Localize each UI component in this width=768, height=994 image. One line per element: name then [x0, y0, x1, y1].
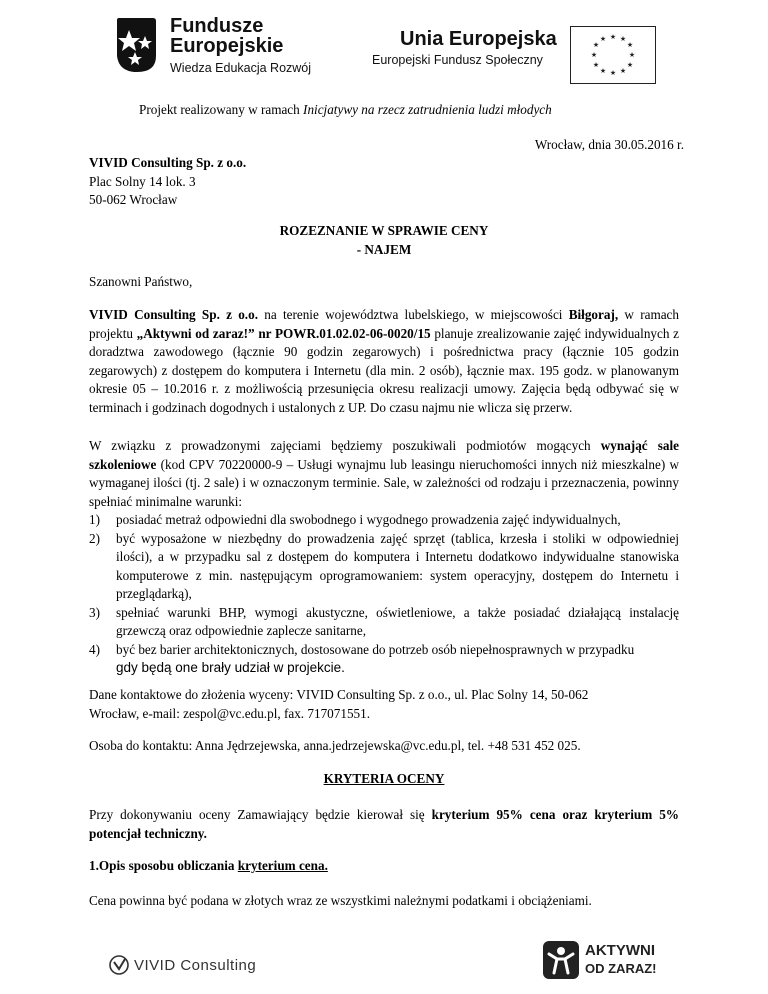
list-item-number: 1) [89, 512, 100, 527]
project-prefix: Projekt realizowany w ramach [139, 102, 304, 117]
eu-subtitle: Europejski Fundusz Społeczny [372, 53, 543, 67]
eu-title: Unia Europejska [400, 28, 557, 50]
intro-text-2: w ramach projektu [89, 307, 679, 341]
svg-text:★: ★ [599, 67, 607, 75]
criteria-paragraph [89, 806, 679, 843]
list-item [89, 530, 679, 604]
aktywni-figure-icon [542, 940, 580, 980]
criteria-text: Przy dokonywaniu oceny Zamawiający będzie kierował się [89, 807, 432, 822]
list-item-text: spełniać warunki BHP, wymogi akustyczne, oświetleniowe, a także posiadać działającą instalację grzewczą oraz odpowiednie zaplecze sanitarne, [116, 604, 679, 638]
price-criterion-prefix: 1.Opis sposobu obliczania [89, 858, 238, 873]
requirements-paragraph [89, 437, 679, 511]
criteria-weights: kryterium 95% cena oraz kryterium 5% potencjał techniczny. [89, 807, 679, 841]
document-title [89, 222, 679, 259]
svg-text:★: ★ [592, 61, 600, 69]
list-item [89, 641, 679, 678]
criteria-heading-text: KRYTERIA OCENY [323, 771, 445, 786]
intro-project-name: „Aktywni od zaraz!” nr POWR.01.02.02-06-0020/15 [136, 325, 431, 341]
svg-text:★: ★ [590, 51, 598, 59]
contact-block [89, 686, 588, 723]
title-line1: ROZEZNANIE W SPRAWIE CENY [279, 223, 489, 238]
list-item-text: posiadać metraż odpowiedni dla swobodnego i wygodnego prowadzenia zajęć indywidualnych, [116, 512, 621, 527]
list-item-tail: gdy będą one brały udział w projekcie. [116, 660, 345, 675]
price-note: Cena powinna być podana w złotych wraz ze wszystkimi należnymi podatkami i obciążeniami. [89, 893, 592, 908]
eu-logo [372, 28, 660, 88]
requirements-section [89, 437, 679, 678]
vivid-logo-text: VIVID Consulting [134, 957, 257, 974]
fe-logo-line1: Fundusze [170, 15, 264, 37]
project-line [139, 101, 552, 120]
contact-line1: Dane kontaktowe do złożenia wyceny: VIVID Consulting Sp. z o.o., ul. Plac Solny 14, 50-062 [89, 687, 589, 702]
intro-paragraph [89, 306, 679, 417]
list-item-text: być bez barier architektonicznych, dostosowane do potrzeb osób niepełnosprawnych w przypadku [116, 641, 635, 657]
svg-text:★: ★ [619, 35, 627, 43]
project-initiative: Inicjatywy na rzecz zatrudnienia ludzi młodych [303, 102, 552, 117]
intro-company: VIVID Consulting Sp. z o.o. [89, 307, 258, 322]
list-item [89, 604, 679, 641]
req-text-2: (kod CPV 70220000-9 – Usługi wynajmu lub leasingu nieruchomości innych niż mieszkalne) w wymaganej ilości (tj. 2 sale) i w oznaczonym terminie. Sale, w zależności od rodzaju i przeznaczenia, powinny spełniać minimalne warunki: [89, 456, 679, 509]
sender-company: VIVID Consulting Sp. z o.o. [89, 155, 247, 170]
sender-city: 50-062 Wrocław [89, 192, 178, 207]
svg-text:★: ★ [628, 51, 636, 59]
aktywni-od-zaraz-logo [542, 938, 662, 982]
contact-person: Osoba do kontaktu: Anna Jędrzejewska, anna.jedrzejewska@vc.edu.pl, tel. +48 531 452 025. [89, 738, 581, 753]
svg-text:★: ★ [619, 67, 627, 75]
eu-flag-icon [570, 26, 656, 84]
list-item-number: 4) [89, 641, 100, 657]
contact-line2: Wrocław, e-mail: zespol@vc.edu.pl, fax. 717071551. [89, 705, 371, 721]
svg-text:★: ★ [592, 41, 600, 49]
aktywni-line2: OD ZARAZ! [585, 961, 657, 976]
list-item [89, 511, 679, 530]
price-criterion-underlined: kryterium cena. [237, 858, 328, 873]
price-criterion-heading [89, 857, 328, 876]
req-text-1: W związku z prowadzonymi zajęciami będziemy poszukiwali podmiotów mogących [89, 438, 601, 453]
list-item-number: 3) [89, 604, 100, 620]
sender-street: Plac Solny 14 lok. 3 [89, 173, 196, 189]
svg-text:★: ★ [609, 69, 617, 77]
aktywni-line1: AKTYWNI [585, 942, 655, 959]
sender-block [89, 154, 246, 210]
svg-text:★: ★ [609, 33, 617, 41]
title-line2: - NAJEM [356, 241, 412, 257]
req-rent-rooms: wynająć sale szkoleniowe [89, 438, 679, 472]
fe-star-icon [115, 16, 160, 74]
vivid-consulting-logo [108, 954, 293, 976]
intro-text-1: na terenie województwa lubelskiego, w miejscowości [258, 307, 569, 322]
fe-logo-line2: Europejskie [170, 35, 284, 57]
svg-text:★: ★ [626, 61, 634, 69]
fundusze-europejskie-logo [115, 14, 335, 84]
svg-text:★: ★ [626, 41, 634, 49]
svg-text:★: ★ [599, 35, 607, 43]
list-item-number: 2) [89, 530, 100, 546]
greeting: Szanowni Państwo, [89, 274, 193, 289]
fe-logo-subtitle: Wiedza Edukacja Rozwój [170, 61, 312, 75]
intro-location: Biłgoraj, [568, 307, 619, 322]
criteria-heading [89, 770, 679, 789]
list-item-text: być wyposażone w niezbędny do prowadzenia zajęć sprzęt (tablica, krzesła i stoliki w odpowiedniej ilości), a w przypadku sal z dostępem do komputera i Internetu dodatkowo indywidualne stanowiska komputerowe z min. następującym oprogramowaniem: system operacyjny, dostępem do Internetu i przeglądarką), [116, 530, 679, 601]
requirements-list [89, 511, 679, 678]
date-line: Wrocław, dnia 30.05.2016 r. [534, 137, 684, 152]
intro-text-3: planuje zrealizowanie zajęć indywidualnych z doradztwa zawodowego (łącznie 90 godzin zegarowych) i pośrednictwa pracy (łącznie 105 godzin zegarowych) z dostępem do komputera i Internetu (dla min. 2 osób), łącznie max. 195 godz. w planowanym okresie 05 – 10.2016 r. z możliwością przesunięcia okresu realizacji umowy. Zajęcia będą odbywać się w terminach i godzinach dogodnych i ustalonych z UP. Do czasu najmu nie wlicza się przerw. [89, 325, 680, 415]
